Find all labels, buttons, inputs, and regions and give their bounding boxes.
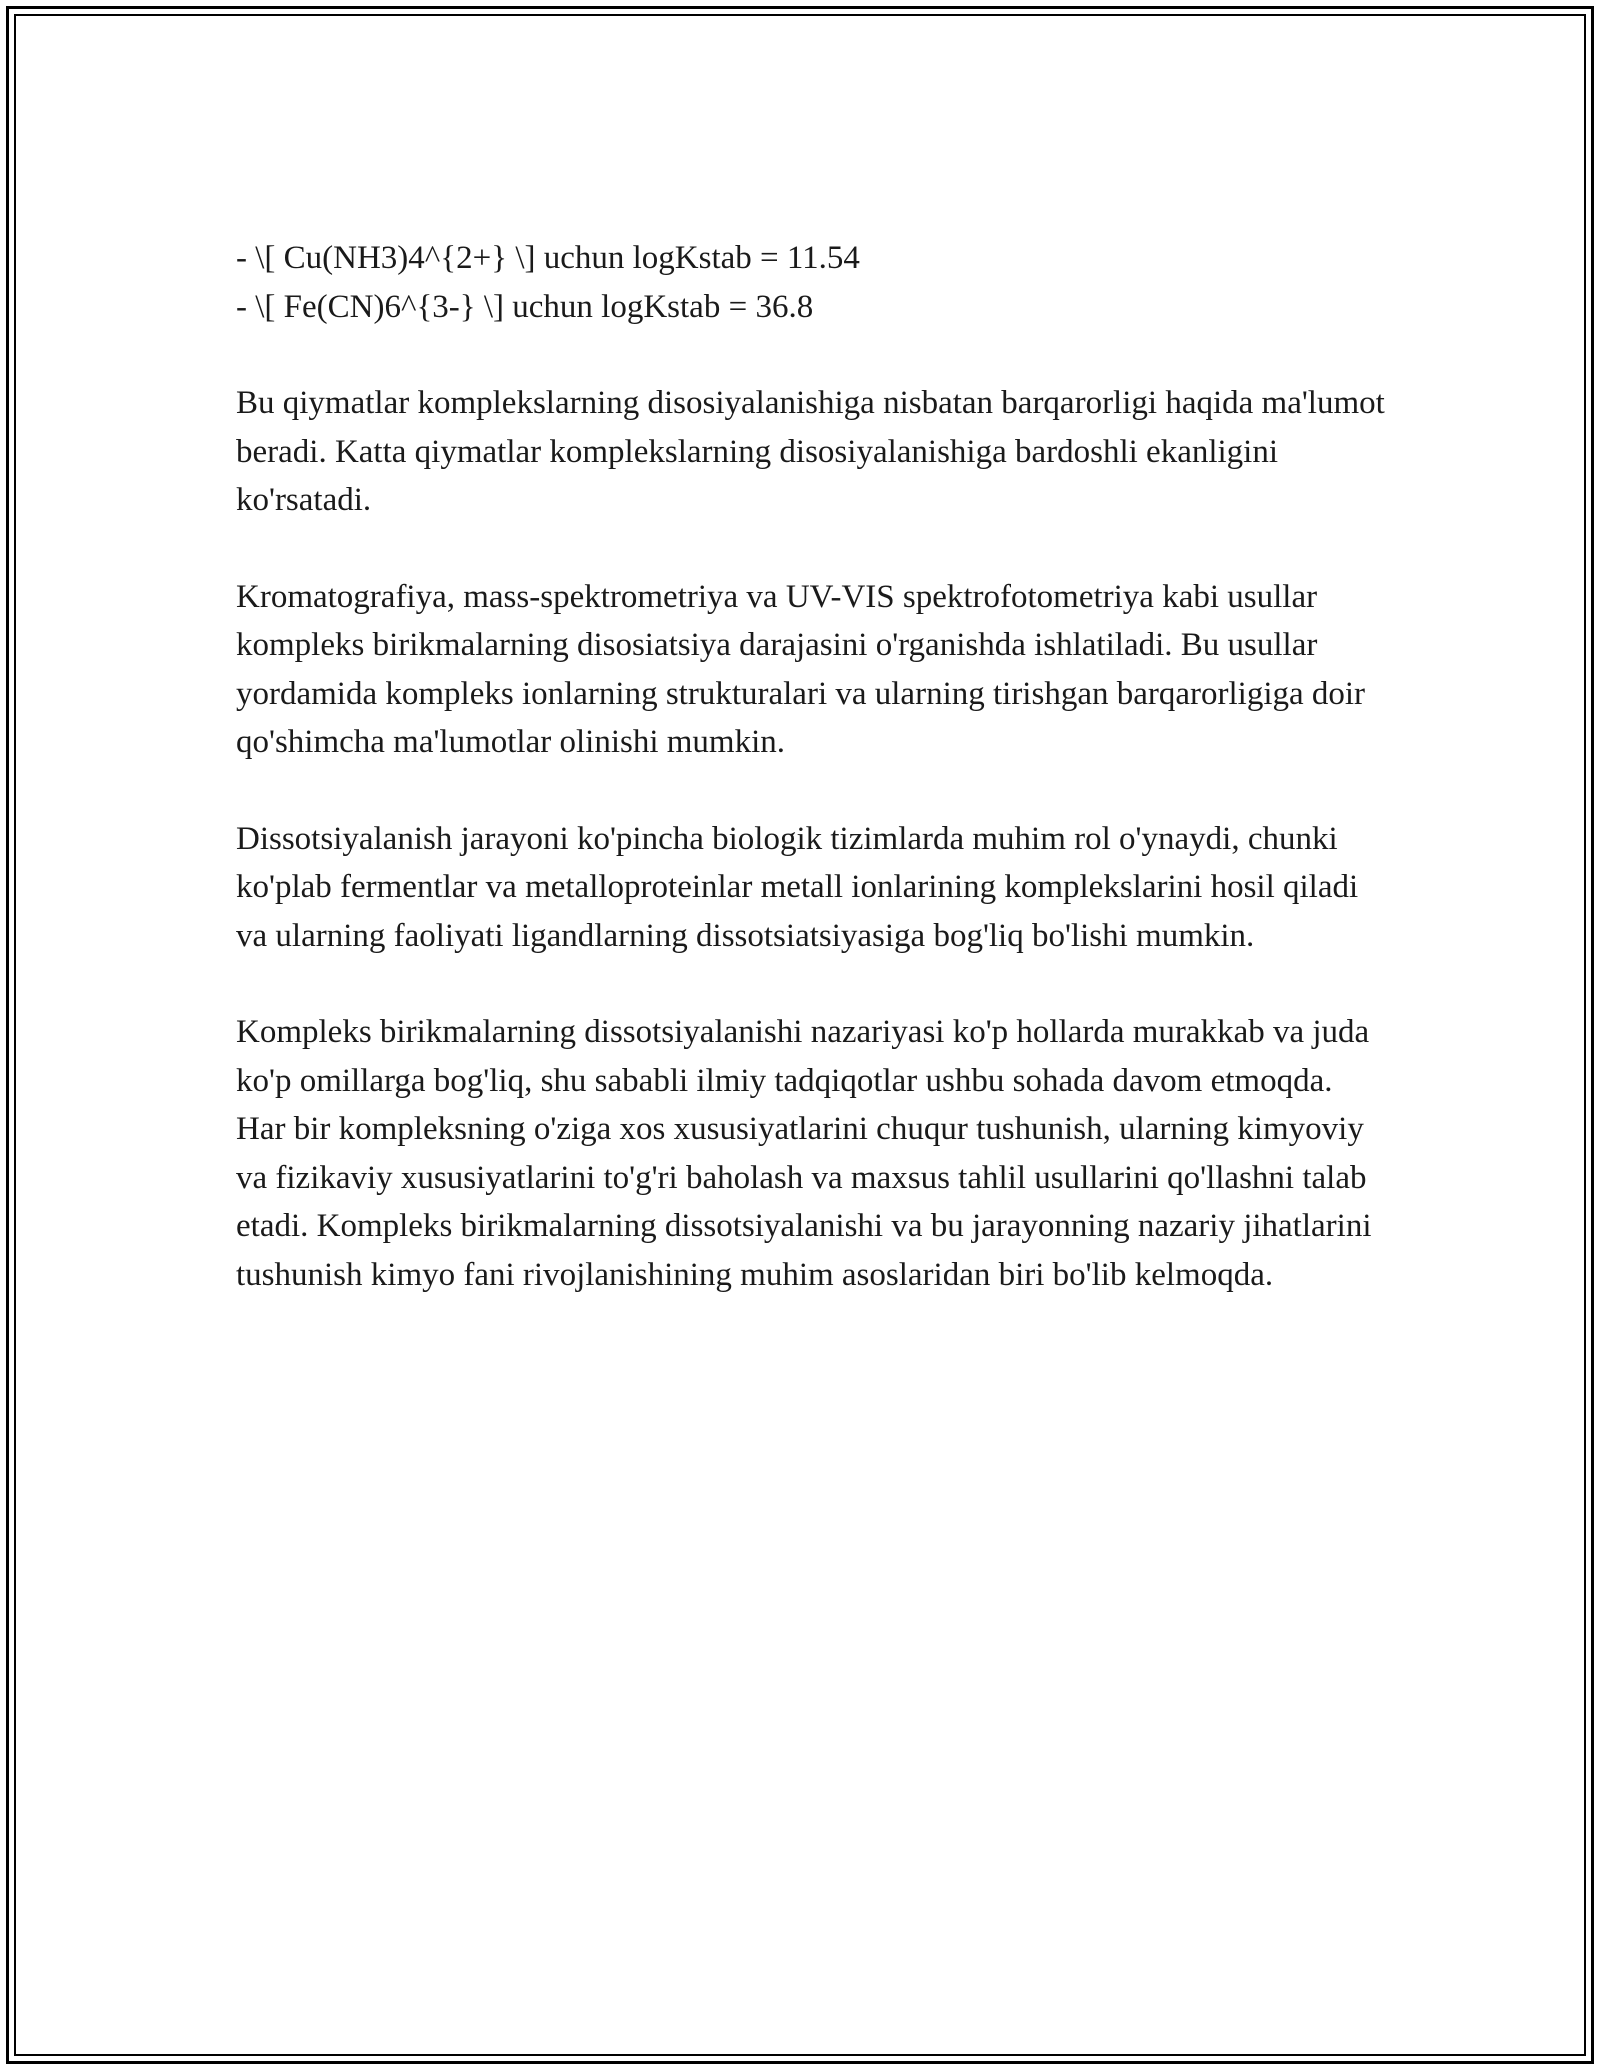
paragraph-biological-role: Dissotsiyalanish jarayoni ko'pincha biologik tizimlarda muhim rol o'ynaydi, chunki ko'plab fermentlar va metalloproteinlar metall ionlarining komplekslarini hosil qiladi va ularning faoliyati ligandlarning dissotsiatsiyasiga bog'liq bo'lishi mumkin.: [236, 820, 1359, 954]
stability-constants-list: [236, 234, 1386, 331]
formula-line-cu: - \[ Cu(NH3)4^{2+} \] uchun logKstab = 11.54: [236, 240, 860, 276]
paragraph-theory-conclusion: Kompleks birikmalarning dissotsiyalanishi nazariyasi ko'p hollarda murakkab va juda ko'p omillarga bog'liq, shu sababli ilmiy tadqiqotlar ushbu sohada davom etmoqda. Har bir kompleksning o'ziga xos xususiyatlarini chuqur tushunish, ularning kimyoviy va fizikaviy xususiyatlarini to'g'ri baholash va maxsus tahlil usullarini qo'llashni talab etadi. Kompleks birikmalarning dissotsiyalanishi va bu jarayonning nazariy jihatlarini tushunish kimyo fani rivojlanishining muhim asoslaridan biri bo'lib kelmoqda.: [236, 1014, 1372, 1293]
paragraph-stability-meaning: Bu qiymatlar komplekslarning disosiyalanishiga nisbatan barqarorligi haqida ma'lumot beradi. Katta qiymatlar komplekslarning disosiyalanishiga bardoshli ekanligini ko'rsatadi.: [236, 385, 1385, 518]
document-body: [236, 234, 1386, 1347]
formula-line-fe: - \[ Fe(CN)6^{3-} \] uchun logKstab = 36.8: [236, 288, 814, 325]
paragraph-methods: Kromatografiya, mass-spektrometriya va UV-VIS spektrofotometriya kabi usullar kompleks birikmalarning disosiatsiya darajasini o'rganishda ishlatiladi. Bu usullar yordamida kompleks ionlarning strukturalari va ularning tirishgan barqarorligiga doir qo'shimcha ma'lumotlar olinishi mumkin.: [236, 578, 1366, 760]
